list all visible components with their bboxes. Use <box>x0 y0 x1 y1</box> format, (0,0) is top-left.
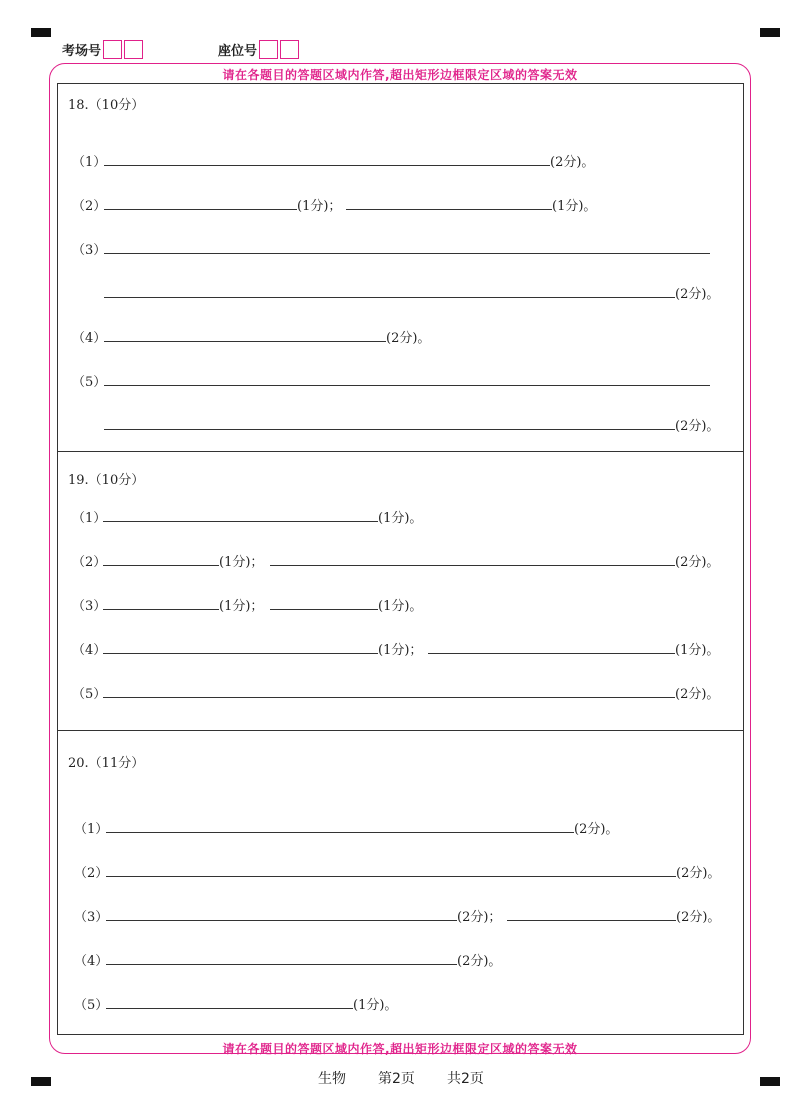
q20-part3-score-a: (2分)； <box>457 910 502 925</box>
q19-part4-blank-b[interactable] <box>428 653 675 654</box>
q18-part4-label: （4） <box>72 331 107 346</box>
q18-part3-score: (2分)。 <box>675 287 720 302</box>
registration-mark-top-right <box>760 28 780 37</box>
q19-part2-score-b: (2分)。 <box>675 555 720 570</box>
notice-bottom: 请在各题目的答题区域内作答,超出矩形边框限定区域的答案无效 <box>222 1042 578 1056</box>
q19-part3-blank-b[interactable] <box>270 609 378 610</box>
answer-box <box>57 83 744 1035</box>
section-divider-19 <box>57 451 744 452</box>
q18-part5-label: （5） <box>72 375 107 390</box>
q19-part2-blank-b[interactable] <box>270 565 675 566</box>
seat-label: 座位号 <box>218 44 258 59</box>
q20-part1-label: （1） <box>74 822 109 837</box>
q18-part2-blank-b[interactable] <box>346 209 552 210</box>
q19-part3-blank-a[interactable] <box>103 609 219 610</box>
q19-part4-score-b: (1分)。 <box>675 643 720 658</box>
q20-title: 20.（11分） <box>68 756 145 771</box>
q20-part2-label: （2） <box>74 866 109 881</box>
q19-part2-label: （2） <box>72 555 107 570</box>
q20-part3-score-b: (2分)。 <box>676 910 721 925</box>
q20-part4-score: (2分)。 <box>457 954 502 969</box>
q20-part5-blank[interactable] <box>106 1008 353 1009</box>
q18-part3-label: （3） <box>72 243 107 258</box>
q20-part4-blank[interactable] <box>106 964 457 965</box>
q18-part2-blank-a[interactable] <box>104 209 297 210</box>
q20-part4-label: （4） <box>74 954 109 969</box>
q18-part3-blank-2[interactable] <box>104 297 675 298</box>
q19-part5-blank[interactable] <box>103 697 675 698</box>
q20-part3-blank-a[interactable] <box>106 920 457 921</box>
q18-part1-blank[interactable] <box>104 165 550 166</box>
q20-part3-label: （3） <box>74 910 109 925</box>
exam-room-boxes[interactable] <box>103 40 145 59</box>
q19-part2-blank-a[interactable] <box>103 565 219 566</box>
q20-part5-score: (1分)。 <box>353 998 398 1013</box>
q19-part3-score-a: (1分)； <box>219 599 264 614</box>
q19-title: 19.（10分） <box>68 473 145 488</box>
registration-mark-bottom-right <box>760 1077 780 1086</box>
q18-part4-score: (2分)。 <box>386 331 431 346</box>
q18-part5-score: (2分)。 <box>675 419 720 434</box>
q18-part2-score-b: (1分)。 <box>552 199 597 214</box>
q19-part2-score-a: (1分)； <box>219 555 264 570</box>
q18-part5-blank-2[interactable] <box>104 429 675 430</box>
exam-room-field <box>62 40 145 59</box>
q19-part4-score-a: (1分)； <box>378 643 423 658</box>
seat-boxes[interactable] <box>259 40 301 59</box>
q19-part4-blank-a[interactable] <box>103 653 378 654</box>
section-divider-20 <box>57 730 744 731</box>
footer-page: 第2页 <box>378 1071 415 1087</box>
notice-top: 请在各题目的答题区域内作答,超出矩形边框限定区域的答案无效 <box>222 68 578 82</box>
q19-part1-label: （1） <box>72 511 107 526</box>
q18-title: 18.（10分） <box>68 98 145 113</box>
q20-part2-blank[interactable] <box>106 876 676 877</box>
q19-part3-score-b: (1分)。 <box>378 599 423 614</box>
q19-part5-label: （5） <box>72 687 107 702</box>
registration-mark-bottom-left <box>31 1077 51 1086</box>
exam-room-label: 考场号 <box>62 44 102 59</box>
registration-mark-top-left <box>31 28 51 37</box>
q18-part4-blank[interactable] <box>104 341 386 342</box>
q18-part5-blank-1[interactable] <box>104 385 710 386</box>
q18-part1-score: (2分)。 <box>550 155 595 170</box>
footer-total: 共2页 <box>447 1071 484 1087</box>
footer-subject: 生物 <box>318 1071 346 1087</box>
q20-part1-blank[interactable] <box>106 832 574 833</box>
q18-part2-label: （2） <box>72 199 107 214</box>
q19-part1-score: (1分)。 <box>378 511 423 526</box>
q20-part1-score: (2分)。 <box>574 822 619 837</box>
seat-field <box>218 40 301 59</box>
q19-part3-label: （3） <box>72 599 107 614</box>
q20-part5-label: （5） <box>74 998 109 1013</box>
q18-part1-label: （1） <box>72 155 107 170</box>
q18-part3-blank-1[interactable] <box>104 253 710 254</box>
q20-part2-score: (2分)。 <box>676 866 721 881</box>
q19-part1-blank[interactable] <box>103 521 378 522</box>
q19-part4-label: （4） <box>72 643 107 658</box>
q19-part5-score: (2分)。 <box>675 687 720 702</box>
q18-part2-score-a: (1分)； <box>297 199 342 214</box>
q20-part3-blank-b[interactable] <box>507 920 676 921</box>
